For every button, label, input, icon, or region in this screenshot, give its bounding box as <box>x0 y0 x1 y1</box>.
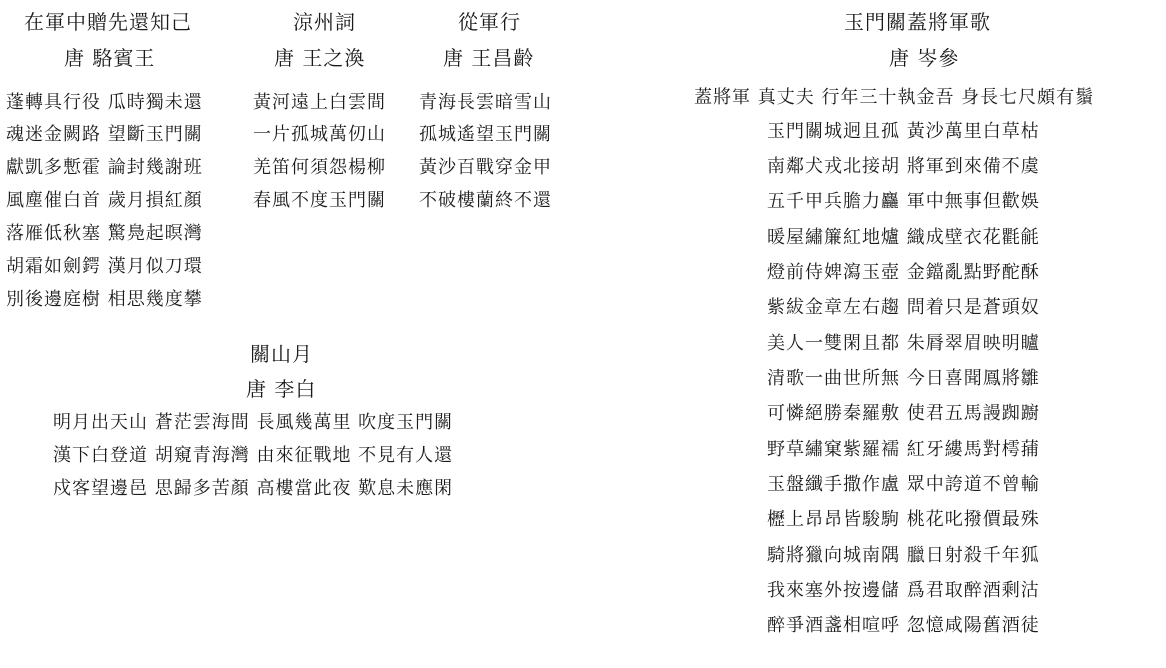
poem1-line: 別後邊庭樹 相思幾度攀 <box>6 289 203 310</box>
poem3-line: 青海長雲暗雪山 <box>419 92 552 113</box>
poem3-line: 不破樓蘭終不還 <box>419 190 552 211</box>
poem5-line: 醉爭酒盞相喧呼 忽憶咸陽舊酒徒 <box>767 615 1040 636</box>
poem5-author: 唐 岑參 <box>889 46 960 70</box>
poem5-line: 玉門關城迥且孤 黃沙萬里白草枯 <box>767 121 1040 142</box>
poem5-line: 暖屋繡簾紅地爐 織成壁衣花氍毹 <box>767 227 1040 248</box>
poem2-line: 羌笛何須怨楊柳 <box>253 157 386 178</box>
poem3-author: 唐 王昌齡 <box>443 46 535 70</box>
poem2-line: 春風不度玉門關 <box>253 190 386 211</box>
poem5-first-line: 蓋將軍 真丈夫 行年三十執金吾 身長七尺頗有鬚 <box>694 87 1095 108</box>
poem5-title: 玉門關蓋將軍歌 <box>844 10 991 34</box>
poem5-line: 五千甲兵膽力麤 軍中無事但歡娛 <box>767 191 1040 212</box>
poem1-line: 風塵催白首 歲月損紅顏 <box>6 190 203 211</box>
poem4-author: 唐 李白 <box>246 377 317 401</box>
poem3-title: 從軍行 <box>458 10 521 34</box>
poem2-line: 黃河遠上白雲間 <box>253 92 386 113</box>
poem5-line: 野草繡窠紫羅襦 紅牙縷馬對樗蒱 <box>767 439 1040 460</box>
poem1-author: 唐 駱賓王 <box>64 46 156 70</box>
poem1-title: 在軍中贈先還知己 <box>24 10 192 34</box>
poem1-line: 落雁低秋塞 驚鳧起暝灣 <box>6 223 203 244</box>
poem5-line: 清歌一曲世所無 今日喜聞鳳將雛 <box>767 368 1040 389</box>
poem5-line: 櫪上昂昂皆駿駒 桃花叱撥價最殊 <box>767 509 1040 530</box>
poem1-line: 獻凱多慙霍 論封幾謝班 <box>6 157 203 178</box>
poem4-line: 漢下白登道 胡窺青海灣 由來征戰地 不見有人還 <box>53 445 454 466</box>
poem5-line: 南鄰犬戎北接胡 將軍到來備不虞 <box>767 156 1040 177</box>
poem5-line: 可憐絕勝秦羅敷 使君五馬謾踟躕 <box>767 403 1040 424</box>
poem4-title: 關山月 <box>250 342 313 366</box>
poem1-line: 胡霜如劍鍔 漢月似刀環 <box>6 256 203 277</box>
poem5-line: 紫紱金章左右趨 問着只是蒼頭奴 <box>767 297 1040 318</box>
poem5-line: 燈前侍婢瀉玉壺 金鐺亂點野酡酥 <box>767 262 1040 283</box>
poem5-line: 騎將獵向城南隅 臘日射殺千年狐 <box>767 545 1040 566</box>
poem3-line: 孤城遙望玉門關 <box>419 124 552 145</box>
poem4-line: 戍客望邊邑 思歸多苦顏 高樓當此夜 歎息未應閑 <box>53 478 454 499</box>
poem1-line: 魂迷金闕路 望斷玉門關 <box>6 124 203 145</box>
poem5-line: 我來塞外按邊儲 爲君取醉酒剩沽 <box>767 580 1040 601</box>
poem1-line: 蓬轉具行役 瓜時獨未還 <box>6 92 203 113</box>
poem5-line: 美人一雙閑且都 朱脣翠眉映明矑 <box>767 333 1040 354</box>
poem2-line: 一片孤城萬仞山 <box>253 124 386 145</box>
poem4-line: 明月出天山 蒼茫雲海間 長風幾萬里 吹度玉門關 <box>53 412 454 433</box>
poem2-title: 涼州詞 <box>293 10 356 34</box>
poem5-line: 玉盤纖手撒作盧 眾中誇道不曾輸 <box>767 474 1040 495</box>
poem3-line: 黃沙百戰穿金甲 <box>419 157 552 178</box>
poem2-author: 唐 王之渙 <box>274 46 366 70</box>
